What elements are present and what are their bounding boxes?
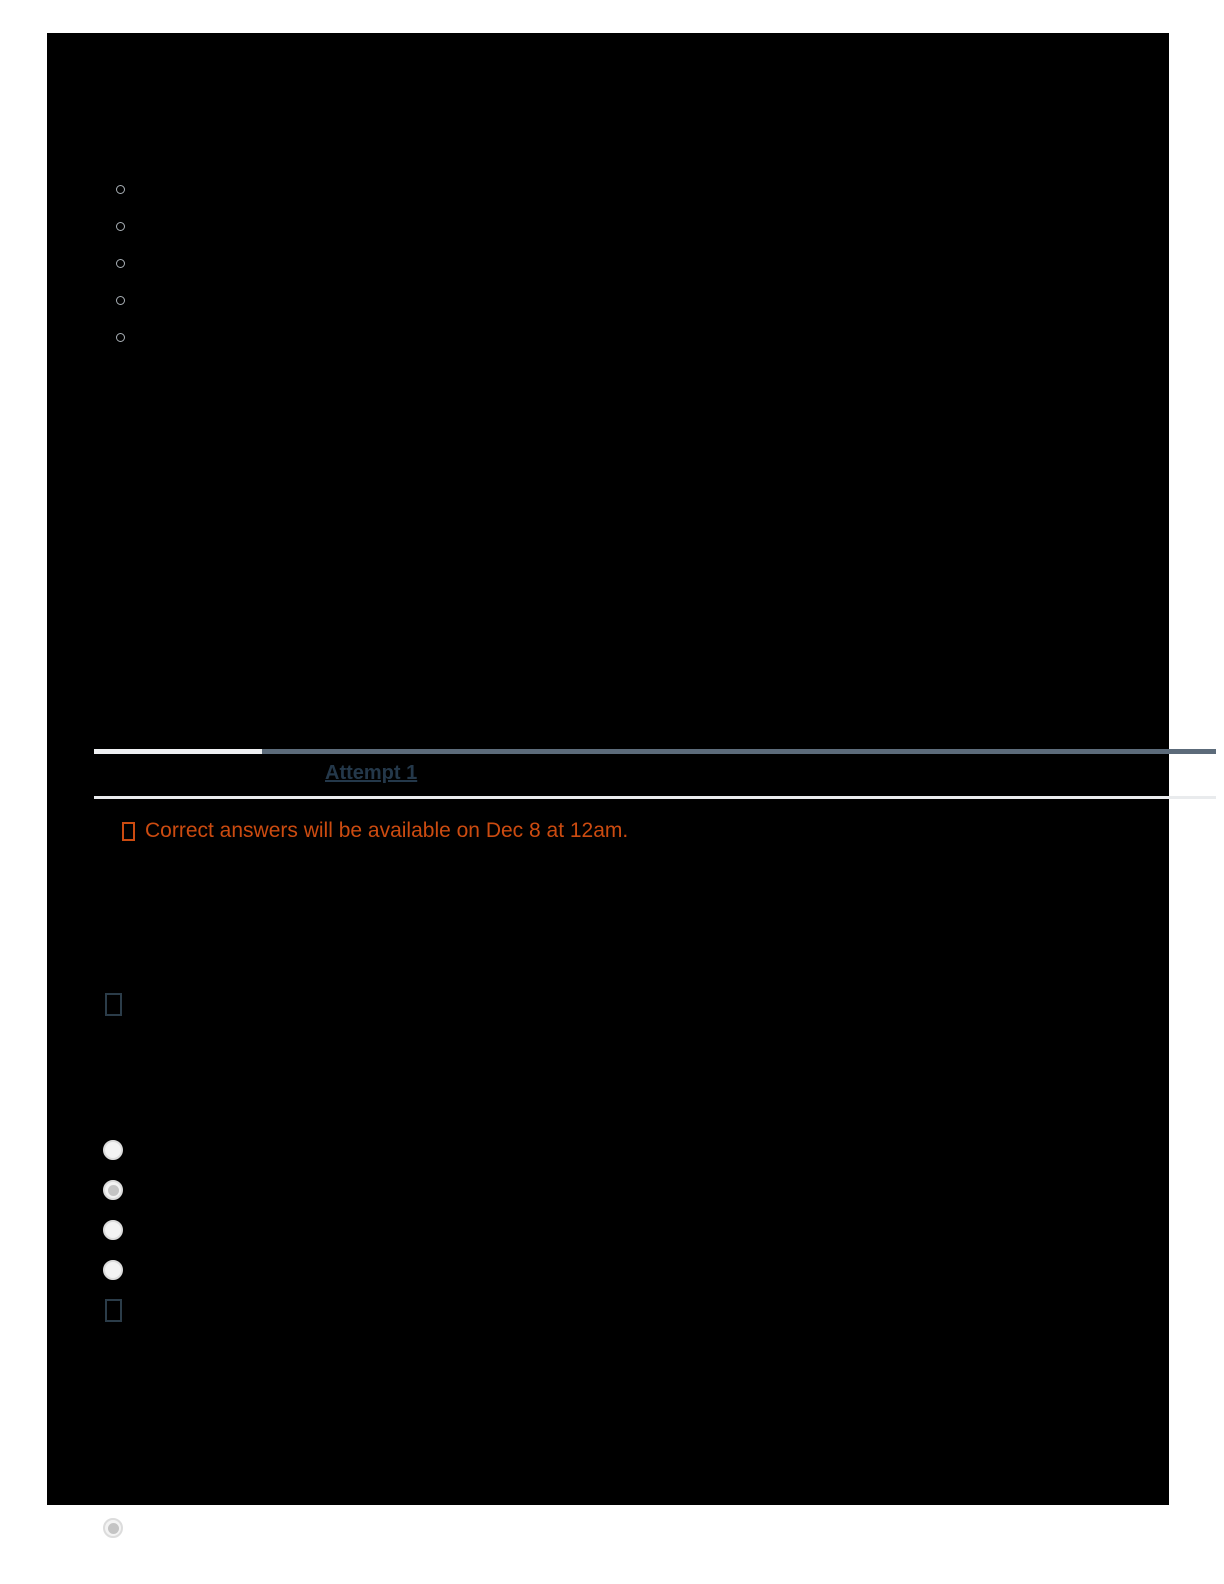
list-bullet-icon — [116, 222, 125, 231]
progress-bar-fill — [94, 749, 262, 754]
answer-radio-button[interactable] — [103, 1260, 123, 1280]
answer-radio-button[interactable] — [103, 1518, 123, 1538]
header-divider — [94, 796, 1216, 799]
instruction-bullet-list — [116, 185, 125, 342]
attempt-1-link[interactable]: Attempt 1 — [325, 762, 418, 784]
missing-glyph-icon — [122, 822, 135, 841]
list-bullet-icon — [116, 333, 125, 342]
quiz-content-panel — [47, 33, 1169, 1505]
progress-bar-track — [94, 749, 1216, 754]
question-2-options — [103, 1518, 123, 1538]
correct-answers-notice — [122, 819, 628, 843]
missing-glyph-icon — [105, 993, 122, 1016]
radio-dot — [108, 1145, 119, 1156]
radio-dot — [108, 1265, 119, 1276]
radio-dot — [108, 1523, 119, 1534]
answer-radio-button[interactable] — [103, 1140, 123, 1160]
list-bullet-icon — [116, 259, 125, 268]
question-1-options — [103, 1140, 123, 1280]
list-bullet-icon — [116, 296, 125, 305]
answer-radio-button[interactable] — [103, 1220, 123, 1240]
answer-radio-button[interactable] — [103, 1180, 123, 1200]
radio-dot — [108, 1185, 119, 1196]
radio-dot — [108, 1225, 119, 1236]
missing-glyph-icon — [105, 1299, 122, 1322]
list-bullet-icon — [116, 185, 125, 194]
notice-text: Correct answers will be available on Dec 8 at 12am. — [145, 819, 629, 842]
